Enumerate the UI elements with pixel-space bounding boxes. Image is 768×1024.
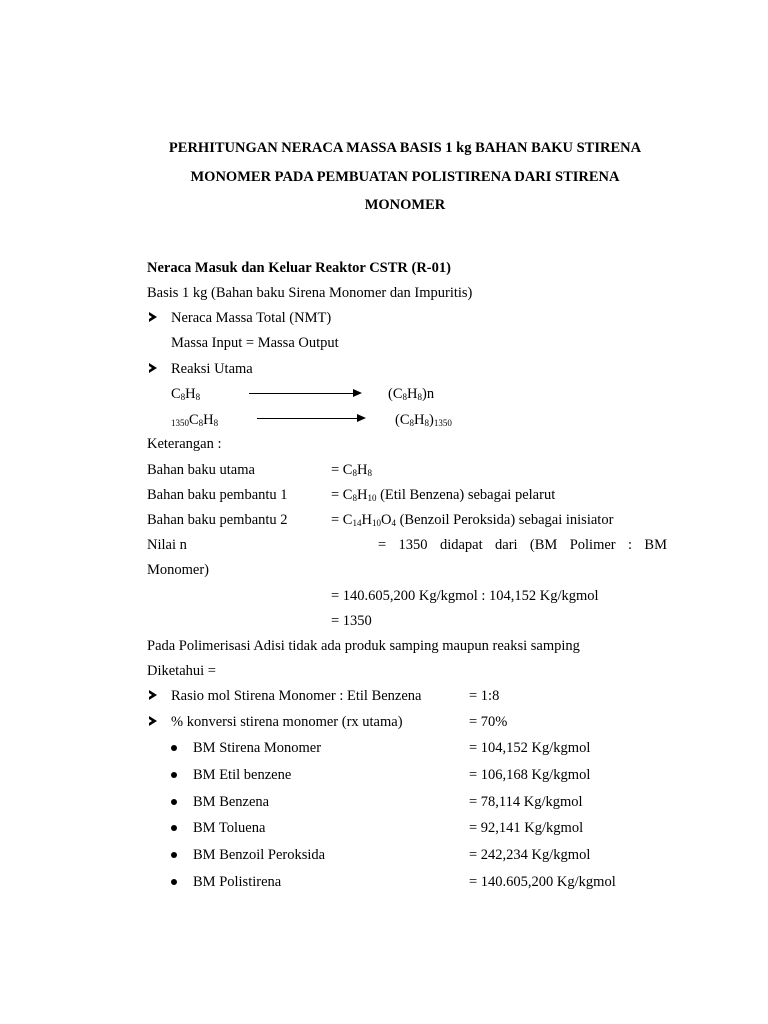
bullet-dot-icon (171, 852, 177, 858)
bahan-label: Bahan baku pembantu 1 (147, 487, 288, 503)
bm-value: = 140.605,200 Kg/kgmol (469, 874, 616, 890)
bullet-dot-icon (171, 879, 177, 885)
bm-value: = 104,152 Kg/kgmol (469, 740, 591, 756)
nilai-n-continuation: Monomer) (147, 562, 210, 578)
page-title (140, 134, 670, 220)
bullet-dot-icon (171, 745, 177, 751)
bm-value: = 242,234 Kg/kgmol (469, 847, 591, 863)
reaksi-label: Reaksi Utama (171, 361, 253, 377)
keterangan-label: Keterangan : (147, 436, 222, 452)
bm-label: BM Toluena (193, 820, 266, 836)
reaction-1-reactant: $C_8H_8$ (171, 386, 201, 402)
bm-label: BM Polistirena (193, 874, 282, 890)
arrow-bullet-icon (149, 690, 157, 700)
reaction-1-arrow-line (249, 393, 355, 394)
bm-label: BM Benzoil Peroksida (193, 847, 326, 863)
bahan-value: = $C_8H_{10}$ (Etil Benzena) sebagai pelarut (331, 487, 556, 503)
right-arrow-icon (357, 414, 366, 422)
title-line-3: MONOMER (364, 197, 446, 213)
bahan-label: Bahan baku pembantu 2 (147, 512, 288, 528)
arrow-bullet-icon (149, 716, 157, 726)
arrow-bullet-icon (149, 363, 157, 373)
bahan-value: = $C_8H_8$ (331, 462, 372, 478)
bm-label: BM Etil benzene (193, 767, 292, 783)
bullet-dot-icon (171, 772, 177, 778)
bm-label: BM Stirena Monomer (193, 740, 322, 756)
bm-value: = 92,141 Kg/kgmol (469, 820, 584, 836)
nilai-n-equation: = 1350 didapat dari (BM Polimer : BM (378, 537, 667, 553)
given-value: = 1:8 (469, 688, 500, 704)
diketahui-label: Diketahui = (147, 663, 216, 679)
reaction-2-product: $(C_8H_8)_{1350}$ (395, 412, 452, 428)
reaction-1-product: $(C_8H_8)n$ (388, 386, 435, 402)
bullet-dot-icon (171, 825, 177, 831)
reaction-2-reactant: $_{1350}C_8H_8$ (171, 412, 219, 428)
bm-value: = 106,168 Kg/kgmol (469, 767, 591, 783)
bm-label: BM Benzena (193, 794, 270, 810)
right-arrow-icon (353, 389, 362, 397)
given-label: Rasio mol Stirena Monomer : Etil Benzena (171, 688, 422, 704)
basis-text: Basis 1 kg (Bahan baku Sirena Monomer dan Impuritis) (147, 285, 473, 301)
bm-value: = 78,114 Kg/kgmol (469, 794, 583, 810)
nmt-label: Neraca Massa Total (NMT) (171, 310, 332, 326)
section-heading: Neraca Masuk dan Keluar Reaktor CSTR (R-01) (147, 260, 451, 276)
nilai-n-label: Nilai n (147, 537, 187, 553)
given-label: % konversi stirena monomer (rx utama) (171, 714, 403, 730)
nilai-n-calc-1: = 140.605,200 Kg/kgmol : 104,152 Kg/kgmol (331, 588, 599, 604)
nilai-n-calc-2: = 1350 (331, 613, 372, 629)
title-line-1: PERHITUNGAN NERACA MASSA BASIS 1 kg BAHAN BAKU STIRENA (168, 140, 642, 156)
bahan-label: Bahan baku utama (147, 462, 255, 478)
reaction-2-arrow-line (257, 418, 359, 419)
given-value: = 70% (469, 714, 508, 730)
arrow-bullet-icon (149, 312, 157, 322)
title-line-2: MONOMER PADA PEMBUATAN POLISTIRENA DARI STIRENA (190, 168, 620, 185)
polimerisasi-text: Pada Polimerisasi Adisi tidak ada produk samping maupun reaksi samping (147, 638, 580, 654)
nmt-equation: Massa Input = Massa Output (171, 335, 339, 351)
bullet-dot-icon (171, 799, 177, 805)
bahan-value: = $C_{14}H_{10}O_4$ (Benzoil Peroksida) sebagai inisiator (331, 512, 614, 528)
